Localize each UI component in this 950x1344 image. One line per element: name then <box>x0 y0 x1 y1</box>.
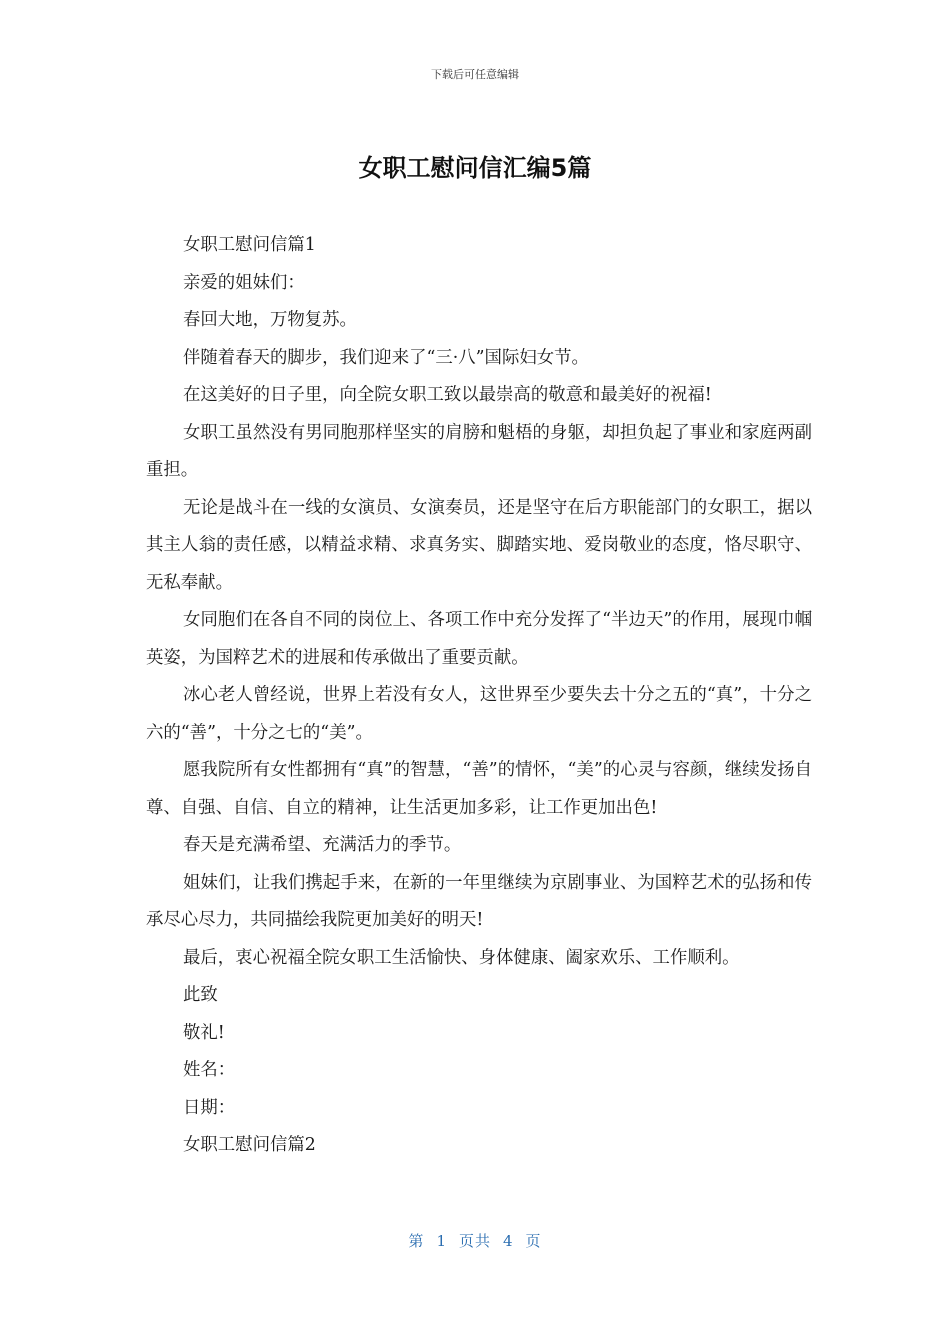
signature-date-field: 日期： <box>183 1097 236 1118</box>
document-title: 女职工慰问信汇编5篇 <box>358 154 592 182</box>
paragraph: 无论是战斗在一线的女演员、女演奏员，还是坚守在后方职能部门的女职工，据以其主人翁的责任感，以精益求精、求真务实、脚踏实地、爱岗敬业的态度，恪尽职守、无私奉献。 <box>146 497 812 593</box>
page-footer <box>0 1230 950 1251</box>
closing-line: 敬礼! <box>183 1022 225 1043</box>
paragraph: 姐妹们，让我们携起手来，在新的一年里继续为京剧事业、为国粹艺术的弘扬和传承尽心尽力，共同描绘我院更加美好的明天! <box>146 872 812 930</box>
current-page-number: 1 <box>436 1232 447 1250</box>
paragraph: 在这美好的日子里，向全院女职工致以最崇高的敬意和最美好的祝福! <box>183 385 712 405</box>
page-header-note: 下载后可任意编辑 <box>431 68 519 81</box>
paragraph: 愿我院所有女性都拥有“真”的智慧，“善”的情怀，“美”的心灵与容颜，继续发扬自尊、自强、自信、自立的精神，让生活更加多彩，让工作更加出色! <box>146 760 812 818</box>
page-label-prefix: 第 <box>408 1232 425 1250</box>
signature-name-field: 姓名： <box>183 1060 236 1080</box>
section-heading-1: 女职工慰问信篇1 <box>183 235 316 255</box>
total-pages-number: 4 <box>503 1232 514 1250</box>
page-label-mid: 页共 <box>458 1232 491 1250</box>
document-body <box>146 227 812 1165</box>
paragraph: 春天是充满希望、充满活力的季节。 <box>183 835 462 855</box>
salutation: 亲爱的姐妹们： <box>183 272 305 293</box>
paragraph: 女同胞们在各自不同的岗位上、各项工作中充分发挥了“半边天”的作用，展现巾帼英姿，为国粹艺术的进展和传承做出了重要贡献。 <box>146 610 812 668</box>
paragraph: 春回大地，万物复苏。 <box>183 310 357 330</box>
page-label-suffix: 页 <box>525 1232 542 1250</box>
closing-line: 此致 <box>183 985 218 1005</box>
paragraph: 最后，衷心祝福全院女职工生活愉快、身体健康、阖家欢乐、工作顺利。 <box>183 947 740 968</box>
paragraph: 伴随着春天的脚步，我们迎来了“三·八”国际妇女节。 <box>183 347 589 368</box>
paragraph: 女职工虽然没有男同胞那样坚实的肩膀和魁梧的身躯，却担负起了事业和家庭两副重担。 <box>146 422 812 480</box>
paragraph: 冰心老人曾经说，世界上若没有女人，这世界至少要失去十分之五的“真”，十分之六的“善”，十分之七的“美”。 <box>146 685 812 743</box>
section-heading-2: 女职工慰问信篇2 <box>183 1135 316 1155</box>
